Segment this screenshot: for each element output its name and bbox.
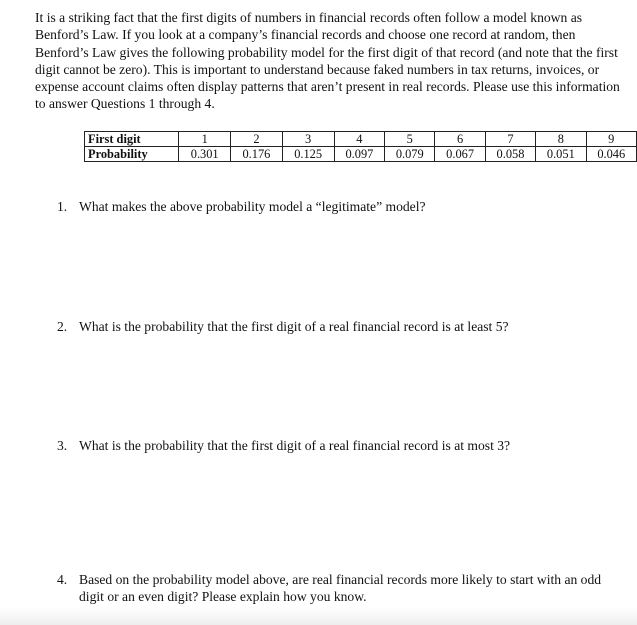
probability-cell: 0.176 xyxy=(231,147,282,162)
probability-cell: 0.125 xyxy=(282,147,334,162)
digit-cell: 1 xyxy=(179,132,231,147)
probability-cell: 0.079 xyxy=(385,147,435,162)
question-number: 3. xyxy=(57,438,68,453)
question-3 xyxy=(57,437,622,454)
digit-cell: 4 xyxy=(334,132,384,147)
digit-cell: 6 xyxy=(435,132,485,147)
question-text: What is the probability that the first digit of a real financial record is at least 5? xyxy=(79,319,509,334)
benford-probability-table xyxy=(84,131,637,162)
probability-cell: 0.067 xyxy=(435,147,485,162)
question-2 xyxy=(57,318,622,335)
table-row-probability xyxy=(85,147,637,162)
digit-cell: 3 xyxy=(282,132,334,147)
digit-cell: 7 xyxy=(485,132,535,147)
probability-cell: 0.058 xyxy=(485,147,535,162)
question-number: 1. xyxy=(57,199,68,214)
probability-cell: 0.301 xyxy=(179,147,231,162)
digit-cell: 8 xyxy=(536,132,586,147)
question-text: What makes the above probability model a “legitimate” model? xyxy=(79,199,426,214)
page-bottom-shade xyxy=(0,607,637,625)
question-number: 2. xyxy=(57,319,68,334)
row-label-first-digit: First digit xyxy=(85,132,179,147)
question-text: What is the probability that the first digit of a real financial record is at most 3? xyxy=(79,438,511,453)
probability-cell: 0.051 xyxy=(536,147,586,162)
probability-cell: 0.046 xyxy=(586,147,636,162)
probability-cell: 0.097 xyxy=(334,147,384,162)
digit-cell: 2 xyxy=(231,132,282,147)
question-number: 4. xyxy=(57,572,68,587)
digit-cell: 9 xyxy=(586,132,636,147)
digit-cell: 5 xyxy=(385,132,435,147)
table-row-first-digit xyxy=(85,132,637,147)
row-label-probability: Probability xyxy=(85,147,179,162)
question-text: Based on the probability model above, are real financial records more likely to start with an odd digit or an even digit? Please explain how you know. xyxy=(79,572,602,604)
intro-paragraph: It is a striking fact that the first digits of numbers in financial records often follow a model known as Benford’s Law. If you look at a company’s financial records and choose one record at random, then Benford’s Law gives the following probability model for the first digit of that record (and note that the first digit cannot be zero). This is important to understand because faked numbers in tax returns, invoices, or expense account claims often display patterns that aren’t present in real records. Please use this information to answer Questions 1 through 4. xyxy=(35,10,620,112)
question-1 xyxy=(57,198,622,215)
question-4 xyxy=(57,571,622,605)
